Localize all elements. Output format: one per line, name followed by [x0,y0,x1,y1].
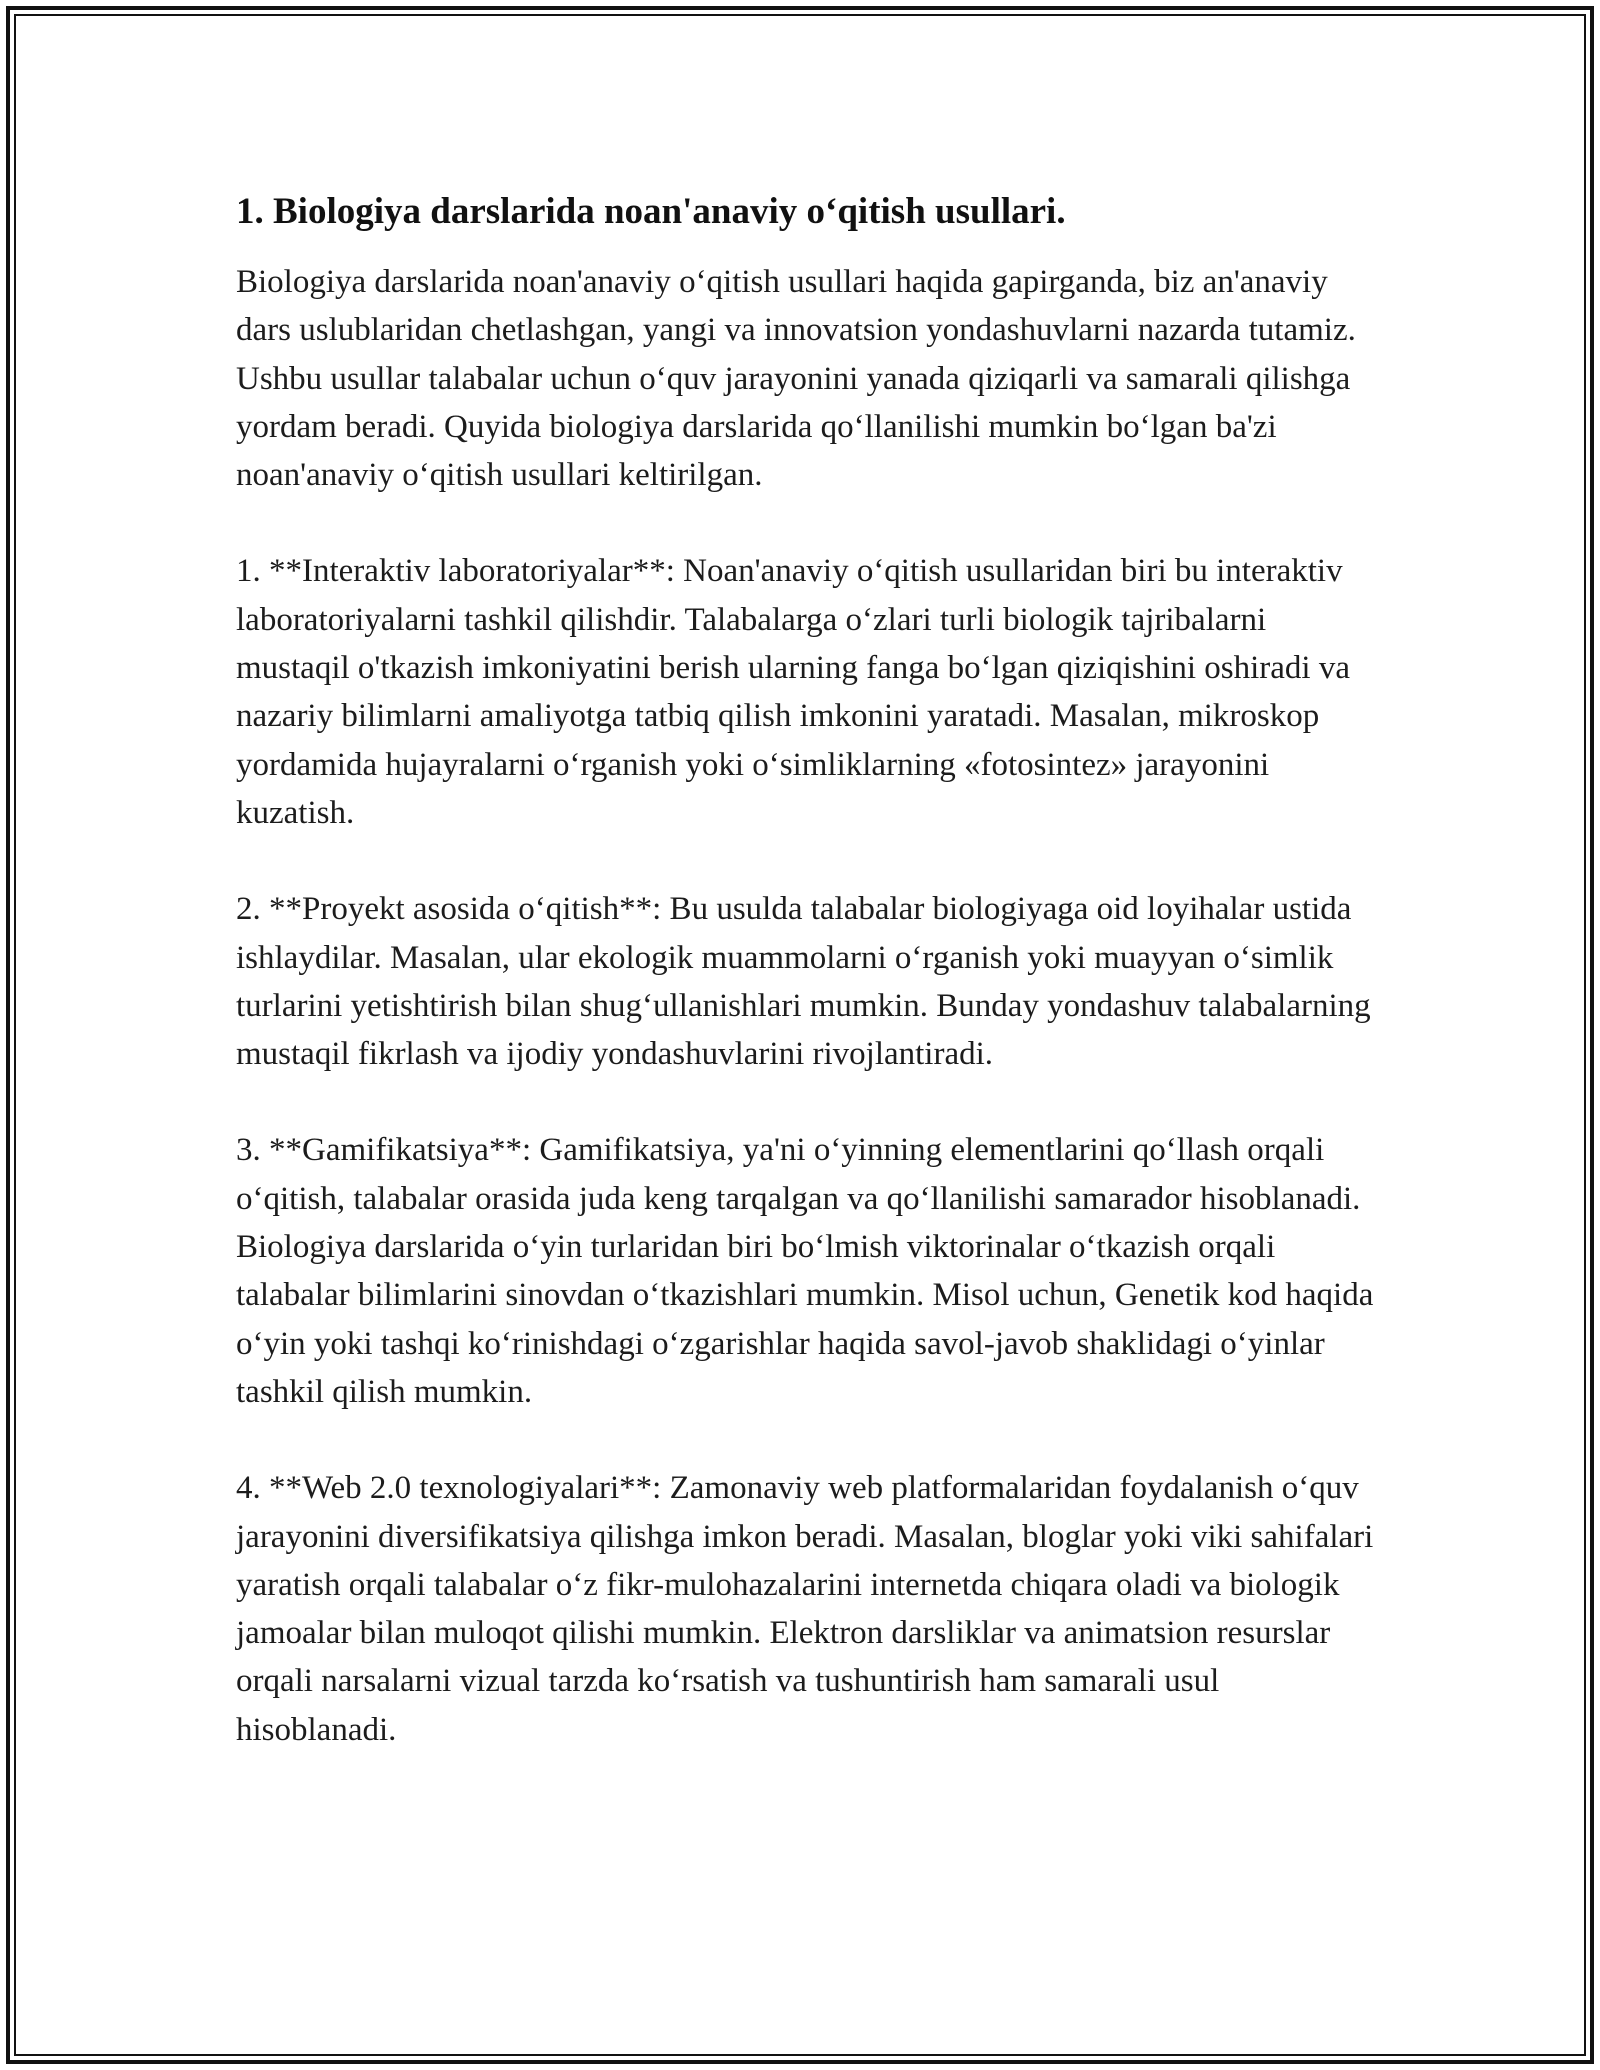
paragraph-project-based: 2. **Proyekt asosida o‘qitish**: Bu usulda talabalar biologiyaga oid loyihalar ustida ishlaydilar. Masalan, ular ekologik muammolarni o‘rganish yoki muayyan o‘simlik turlarini yetishtirish bilan shug‘ullanishlari mumkin. Bunday yondashuv talabalarning mustaqil fikrlash va ijodiy yondashuvlarini rivojlantiradi. [236,891,1371,1073]
paragraph-gamification: 3. **Gamifikatsiya**: Gamifikatsiya, ya'ni o‘yinning elementlarini qo‘llash orqali o‘qitish, talabalar orasida juda keng tarqalgan va qo‘llanilishi samarador hisoblanadi. Biologiya darslarida o‘yin turlaridan biri bo‘lmish viktorinalar o‘tkazish orqali talabalar bilimlarini sinovdan o‘tkazishlari mumkin. Misol uchun, Genetik kod haqida o‘yin yoki tashqi ko‘rinishdagi o‘zgarishlar haqida savol-javob shaklidagi o‘yinlar tashkil qilish mumkin. [236,1132,1374,1410]
document-body [236,188,1376,1802]
intro-paragraph: Biologiya darslarida noan'anaviy o‘qitish usullari haqida gapirganda, biz an'anaviy dars uslublaridan chetlashgan, yangi va innovatsion yondashuvlarni nazarda tutamiz. Ushbu usullar talabalar uchun o‘quv jarayonini yanada qiziqarli va samarali qilishga yordam beradi. Quyida biologiya darslarida qo‘llanilishi mumkin bo‘lgan ba'zi noan'anaviy o‘qitish usullari keltirilgan. [236,264,1356,494]
page-title: 1. Biologiya darslarida noan'anaviy o‘qitish usullari. [236,191,1066,232]
paragraph-interactive-labs: 1. **Interaktiv laboratoriyalar**: Noan'anaviy o‘qitish usullaridan biri bu interaktiv laboratoriyalarni tashkil qilishdir. Talabalarga o‘zlari turli biologik tajribalarni mustaqil o'tkazish imkoniyatini berish ularning fanga bo‘lgan qiziqishini oshiradi va nazariy bilimlarni amaliyotga tatbiq qilish imkonini yaratadi. Masalan, mikroskop yordamida hujayralarni o‘rganish yoki o‘simliklarning «fotosintez» jarayonini kuzatish. [236,553,1350,831]
paragraph-web-technologies: 4. **Web 2.0 texnologiyalari**: Zamonaviy web platformalaridan foydalanish o‘quv jarayonini diversifikatsiya qilishga imkon beradi. Masalan, bloglar yoki viki sahifalari yaratish orqali talabalar o‘z fikr-mulohazalarini internetda chiqara oladi va biologik jamoalar bilan muloqot qilishi mumkin. Elektron darsliklar va animatsion resurslar orqali narsalarni vizual tarzda ko‘rsatish va tushuntirish ham samarali usul hisoblanadi. [236,1470,1374,1748]
